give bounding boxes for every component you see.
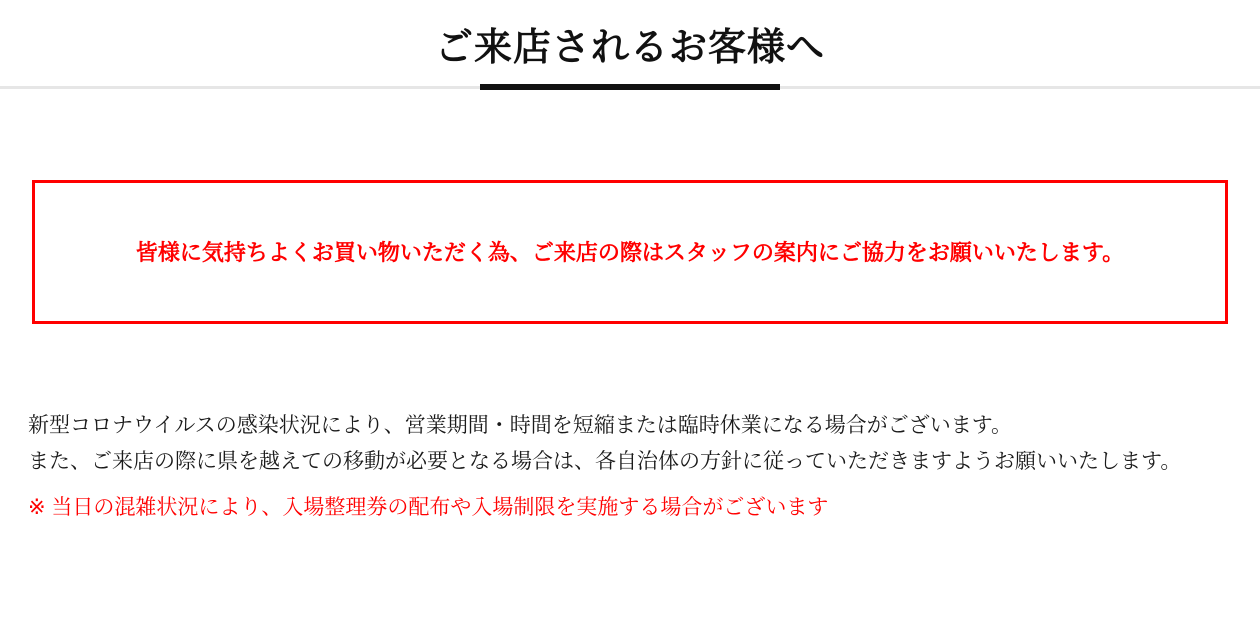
body-paragraph-1: 新型コロナウイルスの感染状況により、営業期間・時間を短縮または臨時休業になる場合がございます。 [28, 414, 1013, 437]
title-underline-accent [480, 84, 780, 90]
notice-box [32, 180, 1228, 324]
body-block [28, 408, 1233, 526]
notice-text: 皆様に気持ちよくお買い物いただく為、ご来店の際はスタッフの案内にご協力をお願いいたします。 [135, 239, 1125, 265]
title-block [0, 0, 1260, 72]
body-paragraph-2: また、ご来店の際に県を越えての移動が必要となる場合は、各自治体の方針に従っていただきますようお願いいたします。 [28, 450, 1182, 474]
page-title: ご来店されるお客様へ [434, 27, 825, 69]
body-note: ※ 当日の混雑状況により、入場整理券の配布や入場制限を実施する場合がございます [28, 496, 829, 520]
